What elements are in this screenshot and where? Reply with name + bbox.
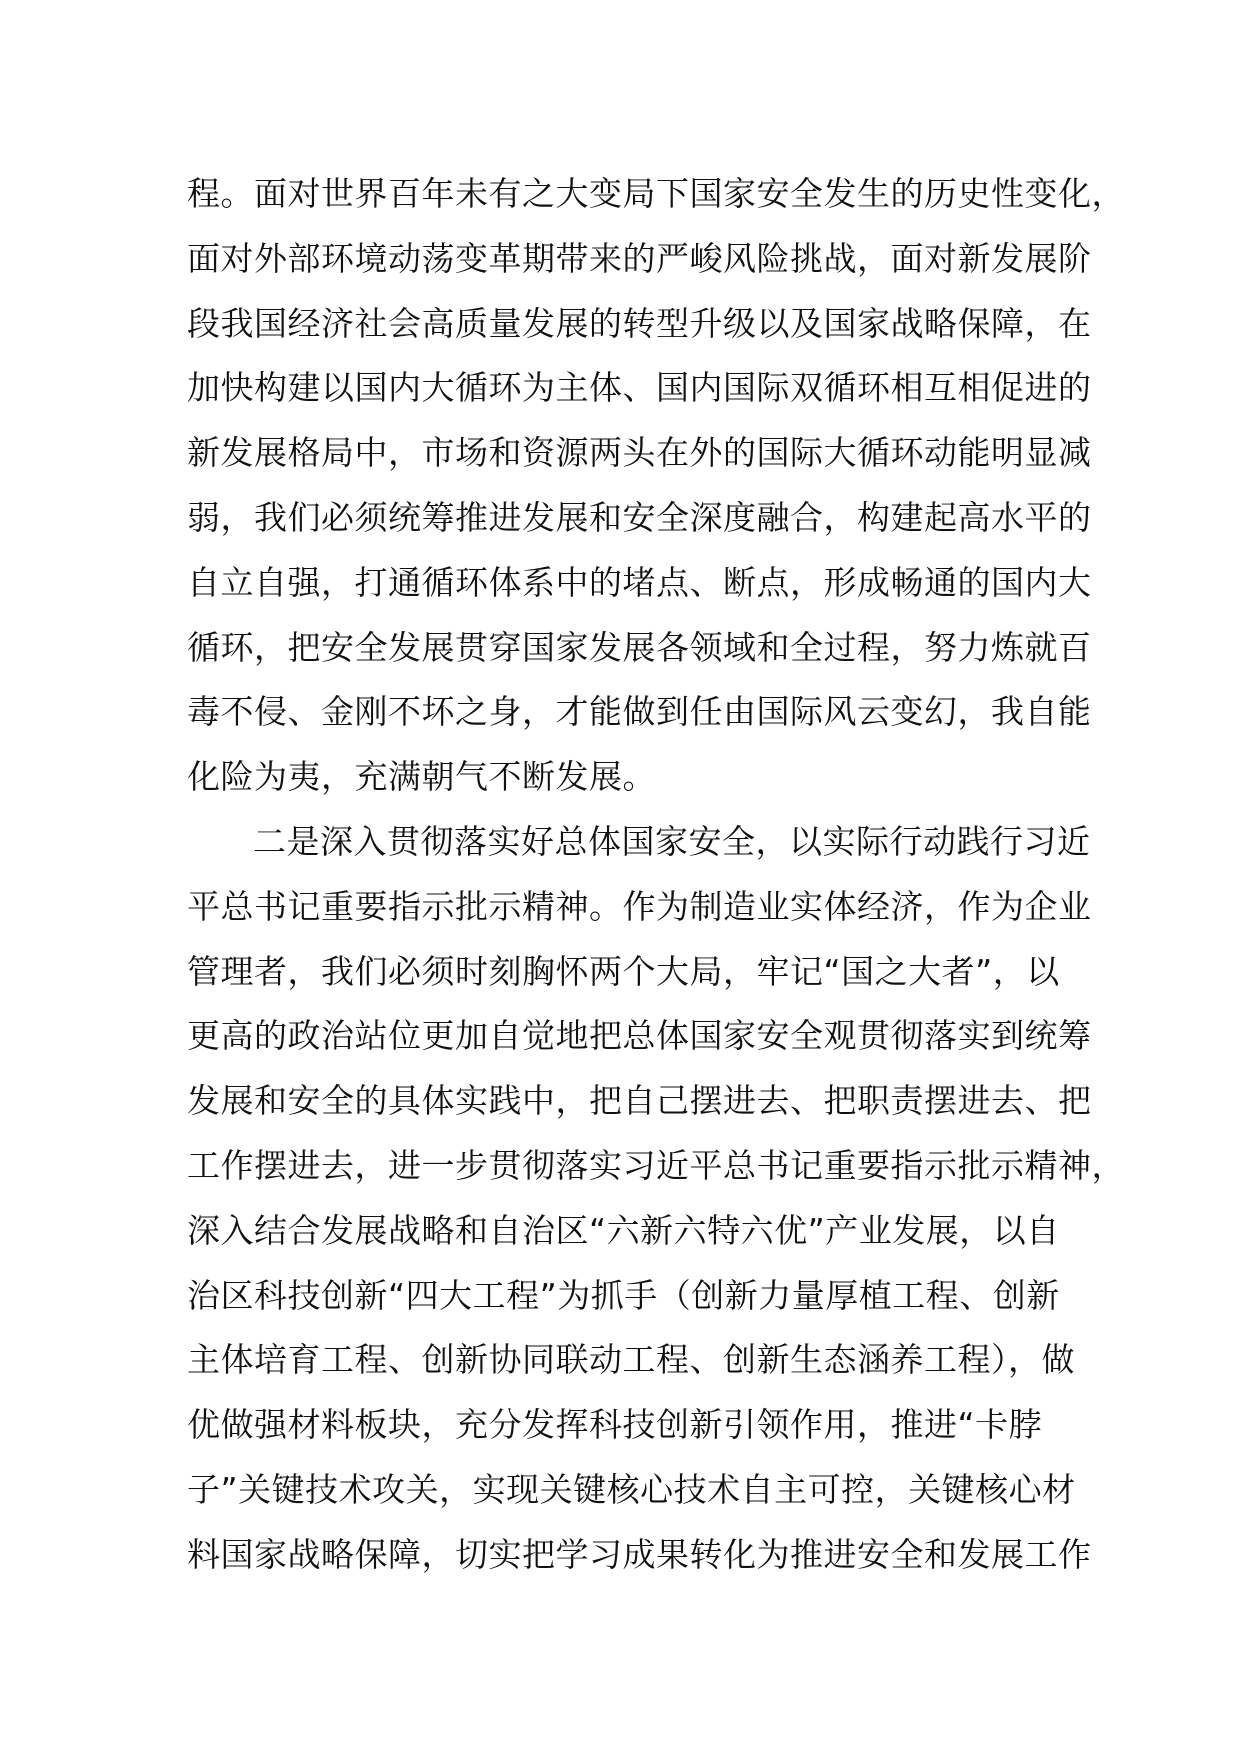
text-line: 料国家战略保障，切实把学习成果转化为推进安全和发展工作 bbox=[187, 1534, 1092, 1574]
paragraph-2 bbox=[187, 810, 1125, 1588]
body-text bbox=[187, 162, 1125, 1588]
text-line: 段我国经济社会高质量发展的转型升级以及国家战略保障，在 bbox=[187, 303, 1092, 343]
text-line: 平总书记重要指示批示精神。作为制造业实体经济，作为企业 bbox=[187, 886, 1092, 926]
text-line: 更高的政治站位更加自觉地把总体国家安全观贯彻落实到统筹 bbox=[187, 1016, 1092, 1056]
paragraph-1 bbox=[187, 162, 1125, 810]
text-line: 加快构建以国内大循环为主体、国内国际双循环相互相促进的 bbox=[187, 368, 1092, 408]
text-line: 新发展格局中，市场和资源两头在外的国际大循环动能明显减 bbox=[187, 433, 1092, 473]
text-line: 子”关键技术攻关，实现关键核心技术自主可控，关键核心材 bbox=[187, 1469, 1076, 1509]
text-line: 治区科技创新“四大工程”为抓手（创新力量厚植工程、创新 bbox=[187, 1275, 1060, 1315]
text-line: 自立自强，打通循环体系中的堵点、断点，形成畅通的国内大 bbox=[187, 562, 1092, 602]
text-line: 发展和安全的具体实践中，把自己摆进去、把职责摆进去、把 bbox=[187, 1081, 1092, 1121]
text-line: 程。面对世界百年未有之大变局下国家安全发生的历史性变化， bbox=[187, 174, 1125, 213]
text-line: 深入结合发展战略和自治区“六新六特六优”产业发展，以自 bbox=[187, 1210, 1060, 1250]
text-line: 管理者，我们必须时刻胸怀两个大局，牢记“国之大者”，以 bbox=[187, 951, 1060, 991]
text-line: 化险为夷，充满朝气不断发展。 bbox=[187, 757, 656, 797]
text-line: 毒不侵、金刚不坏之身，才能做到任由国际风云变幻，我自能 bbox=[187, 692, 1092, 732]
text-line: 二是深入贯彻落实好总体国家安全，以实际行动践行习近 bbox=[253, 821, 1091, 861]
text-line: 面对外部环境动荡变革期带来的严峻风险挑战，面对新发展阶 bbox=[187, 238, 1092, 278]
text-line: 主体培育工程、创新协同联动工程、创新生态涵养工程），做 bbox=[187, 1340, 1075, 1380]
text-line: 循环，把安全发展贯穿国家发展各领域和全过程，努力炼就百 bbox=[187, 627, 1092, 667]
text-line: 弱，我们必须统筹推进发展和安全深度融合，构建起高水平的 bbox=[187, 497, 1092, 537]
text-line: 工作摆进去，进一步贯彻落实习近平总书记重要指示批示精神， bbox=[187, 1145, 1125, 1185]
text-line: 优做强材料板块，充分发挥科技创新引领作用，推进“卡脖 bbox=[187, 1405, 1043, 1445]
